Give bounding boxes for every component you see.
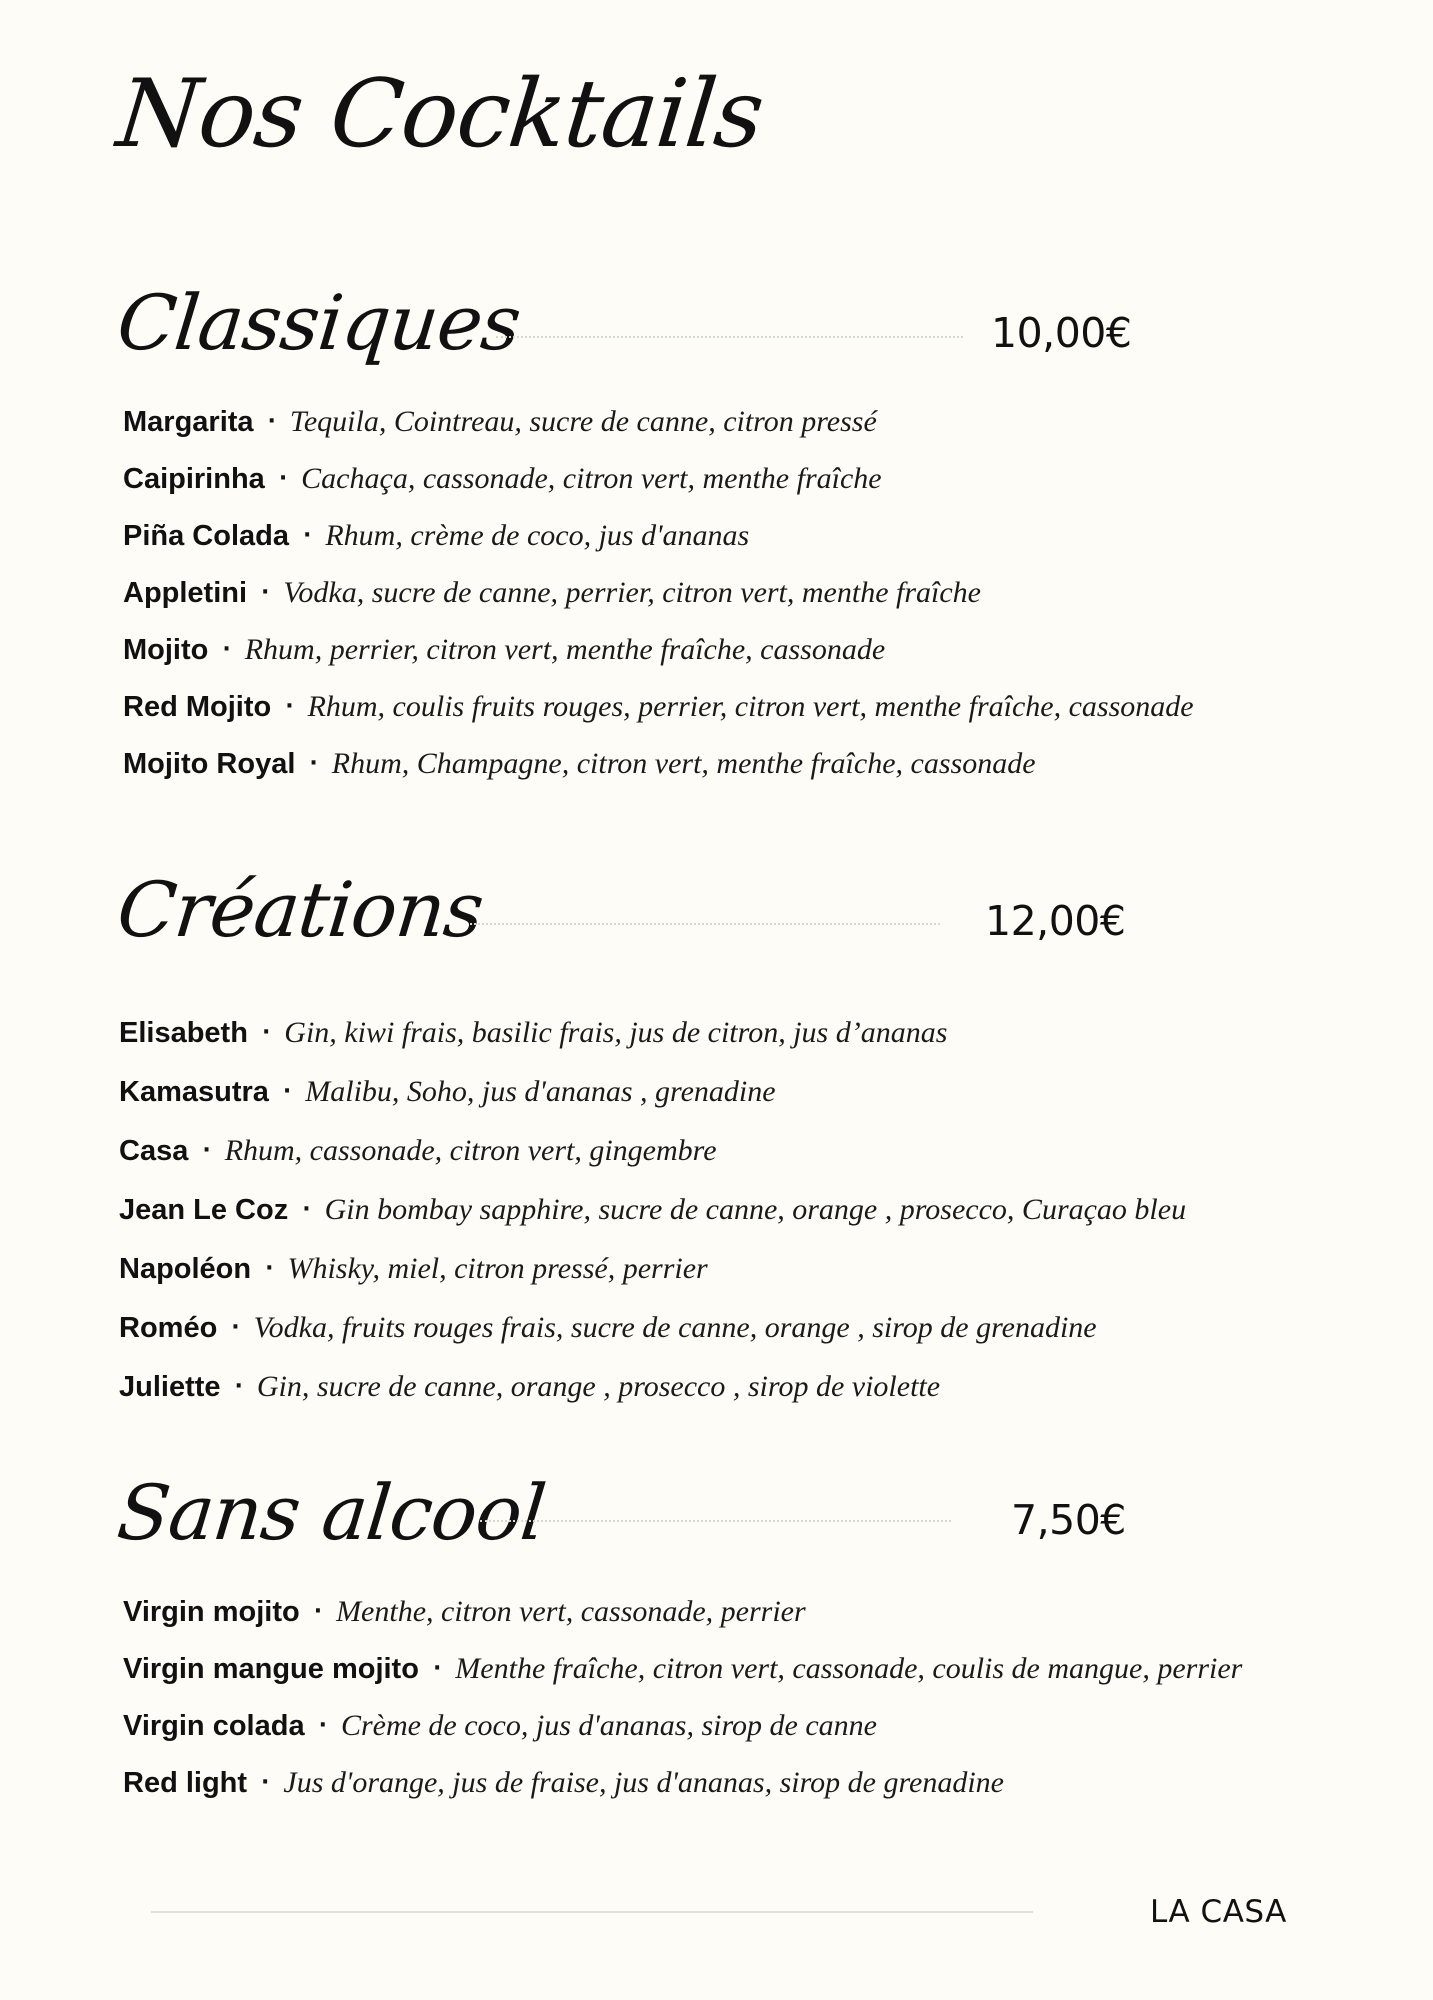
cocktail-description: Menthe, citron vert, cassonade, perrier [336,1595,806,1628]
cocktail-name: Jean Le Coz [119,1194,289,1226]
separator-dot: · [265,1256,274,1281]
cocktail-list [119,1003,1186,1416]
list-item [123,735,1194,792]
list-item [123,678,1194,735]
cocktail-description: Whisky, miel, citron pressé, perrier [287,1252,708,1285]
separator-dot: · [278,466,288,491]
separator-dot: · [432,1656,442,1681]
list-item [119,1062,1186,1121]
brand-name: LA CASA [1150,1894,1287,1930]
cocktail-name: Virgin mojito [123,1596,300,1628]
cocktail-name: Napoléon [119,1253,252,1285]
cocktail-description: Gin bombay sapphire, sucre de canne, orange , prosecco, Curaçao bleu [324,1193,1187,1226]
cocktail-list [123,393,1194,792]
separator-dot: · [222,637,231,662]
list-item [123,1697,1242,1754]
list-item [123,621,1194,678]
list-item [123,1754,1242,1811]
cocktail-name: Mojito Royal [123,748,296,780]
dotted-leader [496,336,963,338]
section-title: Sans alcool [113,1468,550,1557]
section-title: Créations [113,865,488,954]
cocktail-name: Elisabeth [119,1017,248,1049]
cocktail-description: Rhum, perrier, citron vert, menthe fraîche, cassonade [244,633,886,666]
cocktail-description: Gin, sucre de canne, orange , prosecco , sirop de violette [256,1370,941,1403]
separator-dot: · [318,1713,327,1738]
list-item [119,1357,1186,1416]
cocktail-name: Appletini [123,577,248,609]
list-item [123,1640,1242,1697]
separator-dot: · [267,409,276,434]
cocktail-list [123,1583,1242,1811]
separator-dot: · [285,694,294,719]
cocktail-description: Menthe fraîche, citron vert, cassonade, coulis de mangue, perrier [455,1652,1243,1685]
cocktail-name: Casa [119,1135,189,1167]
cocktail-description: Crème de coco, jus d'ananas, sirop de canne [340,1709,877,1742]
list-item [119,1121,1186,1180]
cocktail-description: Vodka, sucre de canne, perrier, citron vert, menthe fraîche [283,576,981,609]
separator-dot: · [231,1315,240,1340]
cocktail-description: Jus d'orange, jus de fraise, jus d'ananas, sirop de grenadine [283,1766,1004,1799]
list-item [123,450,1194,507]
cocktail-name: Mojito [123,634,209,666]
cocktail-description: Rhum, crème de coco, jus d'ananas [325,519,750,552]
section-price: 7,50€ [1011,1496,1126,1544]
list-item [123,507,1194,564]
cocktail-name: Juliette [119,1371,221,1403]
separator-dot: · [202,1138,211,1163]
cocktail-description: Tequila, Cointreau, sucre de canne, citron pressé [289,405,877,438]
list-item [123,564,1194,621]
page-title: Nos Cocktails [112,60,769,169]
cocktail-name: Virgin mangue mojito [123,1653,419,1685]
cocktail-description: Vodka, fruits rouges frais, sucre de canne, orange , sirop de grenadine [253,1311,1097,1344]
cocktail-name: Red Mojito [123,691,272,723]
section-price: 10,00€ [991,309,1132,357]
cocktail-description: Rhum, Champagne, citron vert, menthe fraîche, cassonade [331,747,1036,780]
section-price: 12,00€ [985,897,1126,945]
list-item [119,1180,1186,1239]
separator-dot: · [282,1079,292,1104]
footer-divider [151,1911,1033,1913]
list-item [123,1583,1242,1640]
dotted-leader [480,1520,951,1522]
separator-dot: · [261,1770,270,1795]
list-item [119,1298,1186,1357]
cocktail-name: Caipirinha [123,463,265,495]
cocktail-description: Rhum, cassonade, citron vert, gingembre [224,1134,717,1167]
cocktail-name: Piña Colada [123,520,289,552]
cocktail-description: Gin, kiwi frais, basilic frais, jus de citron, jus d’ananas [284,1016,948,1049]
cocktail-description: Malibu, Soho, jus d'ananas , grenadine [305,1075,776,1108]
dotted-leader [470,923,940,925]
separator-dot: · [261,1020,271,1045]
separator-dot: · [309,751,318,776]
list-item [119,1239,1186,1298]
cocktail-name: Margarita [123,406,254,438]
separator-dot: · [303,523,312,548]
cocktail-description: Cachaça, cassonade, citron vert, menthe fraîche [301,462,882,495]
separator-dot: · [313,1599,323,1624]
separator-dot: · [234,1374,243,1399]
separator-dot: · [261,580,270,605]
cocktail-name: Virgin colada [123,1710,305,1742]
section-title: Classiques [113,278,525,367]
list-item [119,1003,1186,1062]
cocktail-name: Kamasutra [119,1076,269,1108]
cocktail-description: Rhum, coulis fruits rouges, perrier, citron vert, menthe fraîche, cassonade [307,690,1194,723]
separator-dot: · [302,1197,311,1222]
cocktail-name: Red light [123,1767,248,1799]
cocktail-name: Roméo [119,1312,218,1344]
list-item [123,393,1194,450]
